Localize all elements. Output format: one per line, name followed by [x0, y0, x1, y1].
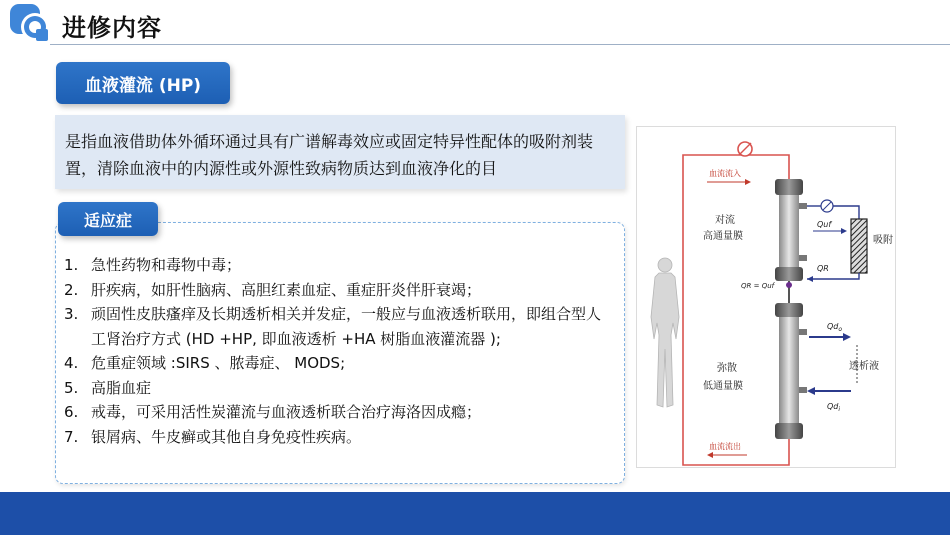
upper-column-cap [775, 179, 803, 195]
human-body-icon [651, 258, 679, 407]
list-item: 4. 危重症领域 :SIRS 、脓毒症、 MODS; [64, 354, 346, 372]
label-high-flux: 高通量膜 [703, 231, 743, 242]
blood-circuit-line [683, 155, 789, 465]
lower-column [779, 317, 799, 423]
list-item: 5. 高脂血症 [64, 378, 152, 397]
indications-list [64, 253, 614, 449]
label-qd-out: $Qd_o$ [827, 322, 843, 333]
label-convection: 对流 [715, 215, 735, 226]
list-item: 2. 肝疾病，如肝性脑病、高胆红素血症、重症肝炎伴肝衰竭； [64, 280, 482, 299]
label-qr-equals-quf: QR = Quf [741, 282, 775, 290]
definition-box [55, 115, 625, 189]
label-blood-out: 血流流出 [709, 442, 741, 451]
section-label-indications: 适应症 [58, 202, 158, 236]
label-qr: QR [817, 264, 829, 273]
label-dialysate: 透析液 [849, 361, 879, 372]
list-item: 1. 急性药物和毒物中毒； [64, 256, 242, 274]
hemoperfusion-diagram [636, 126, 896, 468]
title-divider [50, 44, 950, 45]
list-item: 3. 顽固性皮肤瘙痒及长期透析相关并发症，一般应与血液透析联用，即组合型人工肾治疗方式 (HD +HP, 即血液透析 +HA 树脂血液灌流器 ); [64, 305, 602, 348]
section-label-hp: 血液灌流 (HP) [56, 62, 230, 104]
upper-column [779, 195, 799, 267]
label-qd-in: $Qd_i$ [827, 402, 841, 413]
list-item: 7. 银屑病、牛皮癣或其他自身免疫性疾病。 [64, 427, 362, 446]
junction-point [786, 282, 792, 288]
definition-text: 是指血液借助体外循环通过具有广谱解毒效应或固定特异性配体的吸附剂装置，清除血液中的内源性或外源性致病物质达到血液净化的目 [65, 132, 594, 178]
label-quf: Quf [817, 220, 832, 229]
label-adsorb: 吸附 [873, 235, 893, 246]
indications-box [55, 222, 625, 484]
list-item: 6. 戒毒，可采用活性炭灌流与血液透析联合治疗海洛因成瘾； [64, 403, 482, 421]
adsorber-cartridge [851, 219, 867, 273]
label-low-flux: 低通量膜 [703, 381, 743, 392]
logo-icon [8, 2, 54, 44]
diagram-svg [637, 127, 897, 469]
footer-band [0, 492, 950, 535]
label-diffusion: 弥散 [717, 363, 737, 374]
lower-column-cap [775, 303, 803, 317]
page-title: 进修内容 [62, 14, 162, 42]
label-blood-in: 血流流入 [709, 169, 741, 178]
